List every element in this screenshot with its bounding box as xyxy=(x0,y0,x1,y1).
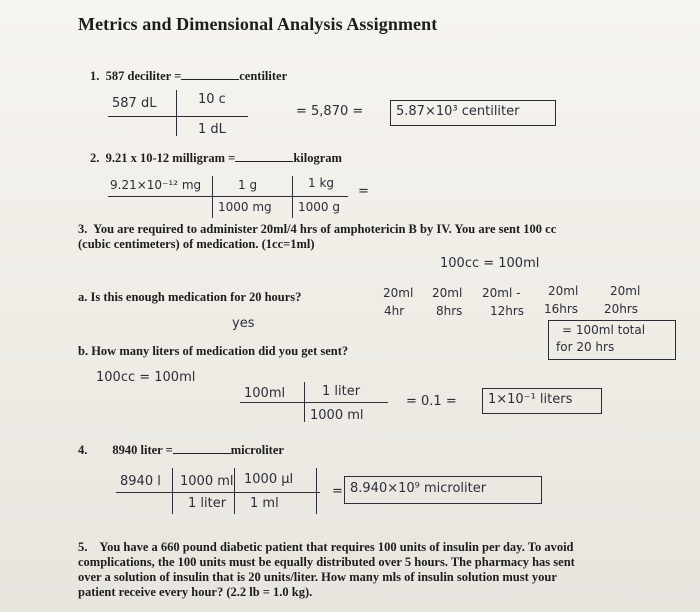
q2-work-num-2: 1 g xyxy=(238,178,258,192)
q3-b-fraction-line xyxy=(240,402,388,403)
q4-divider-1 xyxy=(172,468,173,514)
q3-total-line1: = 100ml total xyxy=(562,323,646,337)
q3-b-num-1: 100ml xyxy=(244,386,286,401)
question-unit: centiliter xyxy=(239,69,288,83)
q3-b-den-2: 1000 ml xyxy=(310,408,364,423)
q2-fraction-line xyxy=(108,196,348,197)
q1-answer: 5.87×10³ centiliter xyxy=(396,104,520,119)
question-number: 4. xyxy=(78,443,88,457)
q2-work-num-3: 1 kg xyxy=(308,176,335,190)
q3-total-line2: for 20 hrs xyxy=(556,340,615,354)
question-unit: microliter xyxy=(230,443,284,457)
q3-part-a: a. Is this enough medication for 20 hours? xyxy=(78,290,302,304)
q3-hr-row-4: 20hrs xyxy=(604,302,639,316)
question-2 xyxy=(90,150,342,166)
q3-b-answer: 1×10⁻¹ liters xyxy=(488,392,573,407)
q1-work-num-left: 587 dL xyxy=(112,96,157,111)
answer-blank xyxy=(173,442,231,454)
question-number: 5. xyxy=(78,540,88,554)
question-number: 3. xyxy=(78,222,88,236)
question-text-line4: patient receive every hour? (2.2 lb = 1.0 kg). xyxy=(78,585,313,599)
q4-work-num-2: 1000 ml xyxy=(180,474,234,489)
question-5 xyxy=(78,540,575,600)
question-1 xyxy=(90,68,287,84)
q4-work-eq: = xyxy=(332,484,343,499)
question-text-line2: (cubic centimeters) of medication. (1cc=1ml) xyxy=(78,237,315,251)
q2-work-den-3: 1000 g xyxy=(298,200,340,214)
q2-work-den-2: 1000 mg xyxy=(218,200,272,214)
q3-b-num-2: 1 liter xyxy=(322,384,361,399)
q3-part-b-eq: 100cc = 100ml xyxy=(96,370,196,385)
q3-ml-row-3: 20ml xyxy=(548,284,579,298)
q3-ml-row-2: 20ml - xyxy=(482,286,521,300)
question-text-line2: complications, the 100 units must be equally distributed over 5 hours. The pharmacy has sent xyxy=(78,555,575,569)
q1-fraction-line xyxy=(108,116,248,117)
q3-ml-row-4: 20ml xyxy=(610,284,641,298)
question-3 xyxy=(78,222,556,252)
q2-work-num-1: 9.21×10⁻¹² mg xyxy=(110,178,202,192)
question-text-line1: You have a 660 pound diabetic patient that requires 100 units of insulin per day. To avoid xyxy=(99,540,574,554)
question-text: 587 deciliter = xyxy=(105,69,182,83)
q3-part-b: b. How many liters of medication did you get sent? xyxy=(78,344,349,358)
question-text-line3: over a solution of insulin that is 20 units/liter. How many mls of insulin solution must your xyxy=(78,570,557,584)
q3-cc-eq: 100cc = 100ml xyxy=(440,256,540,271)
q2-divider-2 xyxy=(292,176,293,218)
q1-divider-line xyxy=(176,90,177,136)
q3-b-result: = 0.1 = xyxy=(406,394,457,409)
q4-work-den-3: 1 ml xyxy=(250,496,279,511)
q1-work-den-right: 1 dL xyxy=(198,122,226,137)
q4-divider-2 xyxy=(234,468,235,514)
q4-divider-3 xyxy=(316,468,317,514)
q3-ml-row-0: 20ml xyxy=(383,286,414,300)
question-unit: kilogram xyxy=(293,151,342,165)
question-4 xyxy=(78,442,284,458)
q1-result: = 5,870 = xyxy=(296,104,364,119)
q4-work-den-2: 1 liter xyxy=(188,496,227,511)
q2-divider-1 xyxy=(212,176,213,218)
q1-work-num-right: 10 c xyxy=(198,92,226,107)
q2-work-eq: = xyxy=(358,184,369,199)
question-text-line1: You are required to administer 20ml/4 hrs of amphotericin B by IV. You are sent 100 cc xyxy=(93,222,557,236)
answer-blank xyxy=(235,150,293,162)
q3-hr-row-1: 8hrs xyxy=(436,304,463,318)
question-text: 8940 liter = xyxy=(112,443,173,457)
q3-hr-row-0: 4hr xyxy=(384,304,405,318)
question-number: 1. xyxy=(90,69,100,83)
q3-hr-row-2: 12hrs xyxy=(490,304,525,318)
q4-work-num-3: 1000 μl xyxy=(244,472,294,487)
q3-ml-row-1: 20ml xyxy=(432,286,463,300)
q4-fraction-line xyxy=(116,492,320,493)
question-number: 2. xyxy=(90,151,100,165)
question-text: 9.21 x 10-12 milligram = xyxy=(105,151,236,165)
q4-work-num-1: 8940 l xyxy=(120,474,161,489)
q3-hr-row-3: 16hrs xyxy=(544,302,579,316)
q4-answer: 8.940×10⁹ microliter xyxy=(350,481,487,496)
q3-b-divider xyxy=(304,382,305,422)
q3-part-a-answer: yes xyxy=(232,316,255,331)
answer-blank xyxy=(181,68,239,80)
page-title: Metrics and Dimensional Analysis Assignment xyxy=(78,14,438,34)
